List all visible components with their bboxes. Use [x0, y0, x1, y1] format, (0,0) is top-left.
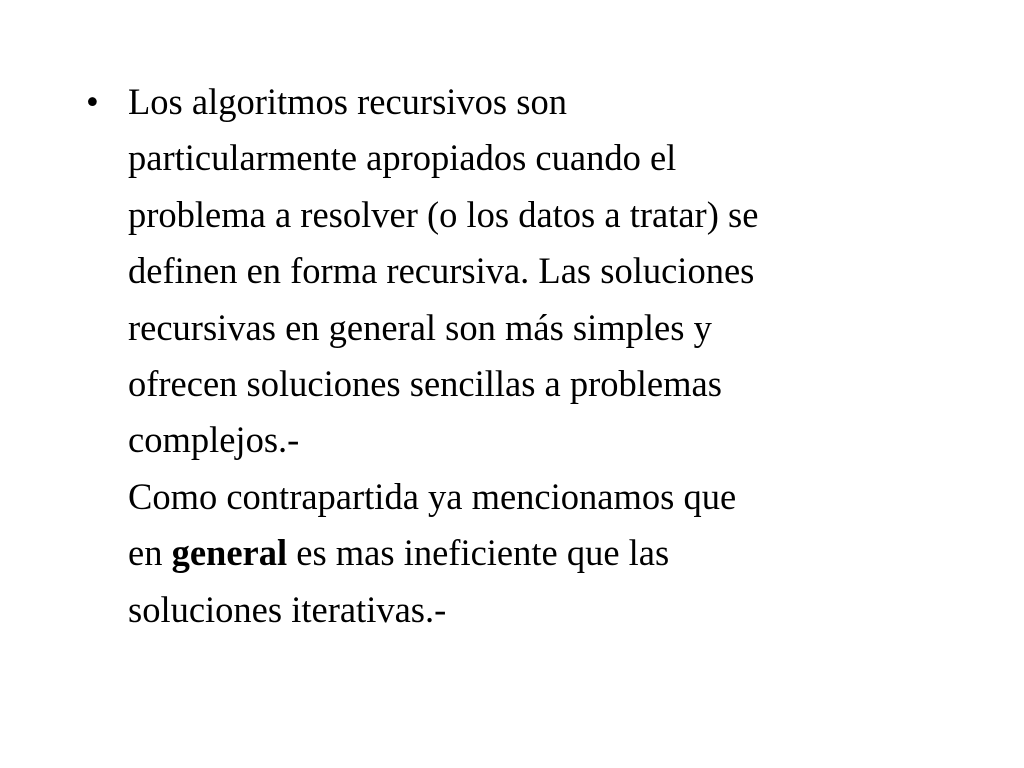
paragraph-2-line-3: soluciones iterativas.- — [128, 588, 447, 630]
paragraph-2-line-2-prefix: en — [128, 532, 172, 574]
paragraph-1-line-4: definen en forma recursiva. Las soluciones — [128, 250, 755, 292]
paragraph-2-line-2 — [128, 525, 946, 581]
paragraph-1-line-5: recursivas en general son más simples y — [128, 306, 712, 348]
paragraph-1-line-1: Los algoritmos recursivos son — [128, 81, 567, 122]
bullet-icon: • — [86, 81, 99, 122]
paragraph-2-line-2-suffix: es mas ineficiente que las — [287, 532, 670, 574]
paragraph-2-line-1: Como contrapartida ya mencionamos que — [128, 475, 737, 517]
paragraph-1-line-2: particularmente apropiados cuando el — [128, 137, 677, 179]
paragraph-1-line-7: complejos.- — [128, 419, 300, 461]
bullet-text — [128, 74, 946, 638]
paragraph-1-line-6: ofrecen soluciones sencillas a problemas — [128, 363, 722, 405]
emphasis-general: general — [171, 532, 288, 574]
paragraph-1-line-3: problema a resolver (o los datos a tratar) se — [128, 193, 759, 235]
bullet-item — [86, 74, 946, 638]
